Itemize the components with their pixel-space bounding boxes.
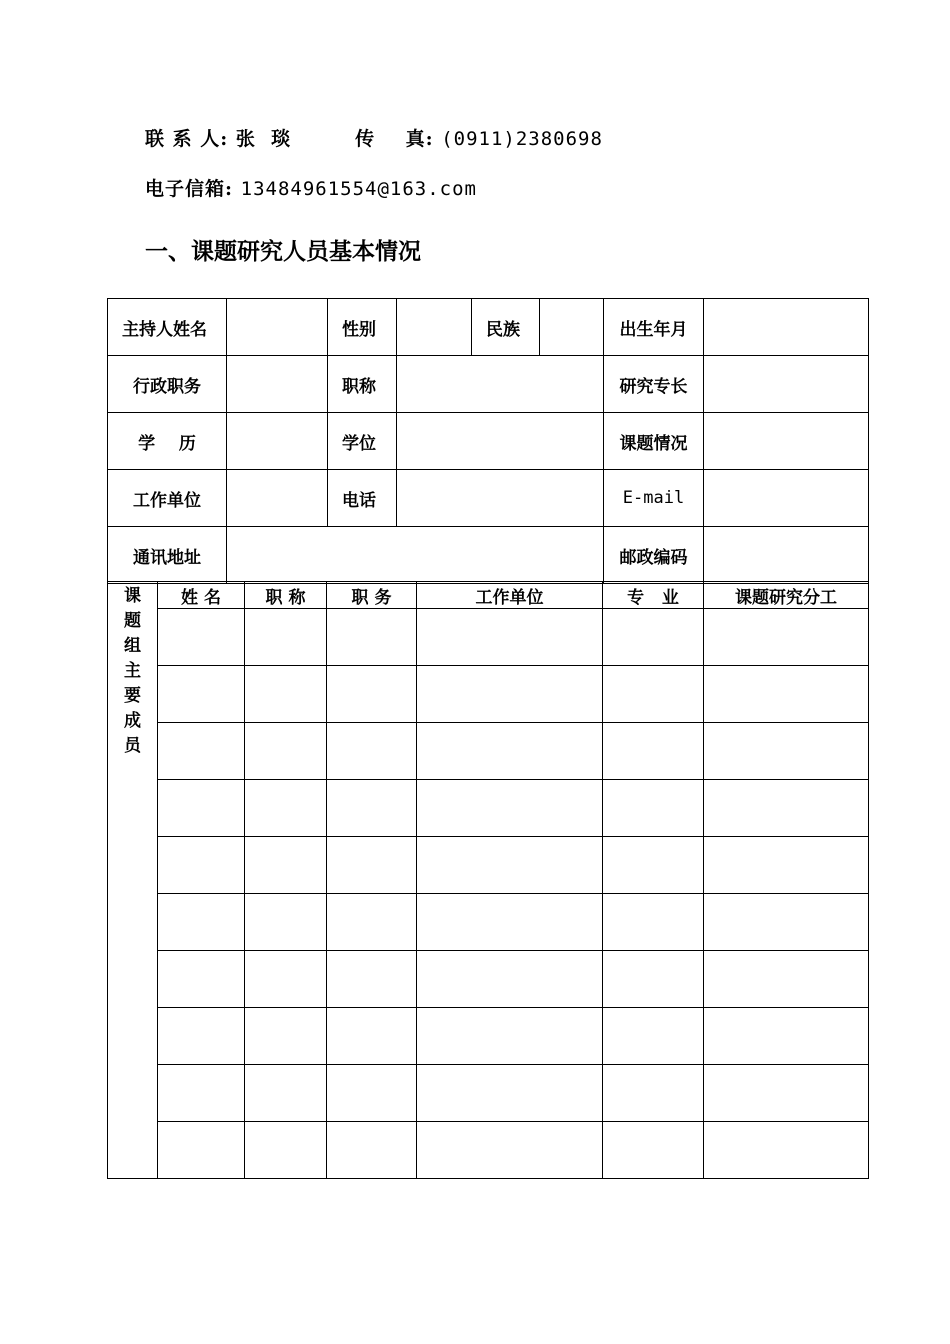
work-unit-label: 工作单位 [108,470,227,527]
info-row-5 [108,527,869,584]
member-row [108,609,869,666]
member-side-label-cell [108,582,158,1179]
member-major-cell[interactable] [603,666,704,723]
member-major-cell[interactable] [603,894,704,951]
member-unit-cell[interactable] [417,609,603,666]
contact-person-label: 联 系 人: [145,128,229,150]
member-post-cell[interactable] [327,723,417,780]
member-row [108,1065,869,1122]
admin-post-label: 行政职务 [108,356,227,413]
email-field-label: E-mail [604,470,704,527]
degree-field[interactable] [397,413,604,470]
email-value: 13484961554@163.com [240,178,477,200]
member-unit-cell[interactable] [417,1065,603,1122]
address-field[interactable] [227,527,604,584]
member-post-cell[interactable] [327,780,417,837]
member-row [108,780,869,837]
member-post-cell[interactable] [327,1065,417,1122]
degree-label: 学位 [328,413,397,470]
member-division-cell[interactable] [704,609,869,666]
basic-info-table [107,298,869,584]
member-header-post: 职 务 [327,582,417,609]
member-row [108,894,869,951]
member-name-cell[interactable] [158,837,245,894]
project-status-label: 课题情况 [604,413,704,470]
member-title-cell[interactable] [245,837,327,894]
member-name-cell[interactable] [158,951,245,1008]
member-title-cell[interactable] [245,1008,327,1065]
member-major-cell[interactable] [603,780,704,837]
member-row [108,666,869,723]
member-post-cell[interactable] [327,894,417,951]
member-division-cell[interactable] [704,666,869,723]
contact-person-line [145,124,603,151]
gender-field[interactable] [397,299,472,356]
member-unit-cell[interactable] [417,1122,603,1179]
title-label: 职称 [328,356,397,413]
member-header-major: 专 业 [603,582,704,609]
member-unit-cell[interactable] [417,837,603,894]
email-line [145,174,477,201]
member-row [108,723,869,780]
birth-field[interactable] [704,299,869,356]
fax-label: 传 真: [355,128,434,150]
email-label: 电子信箱: [145,178,234,200]
member-post-cell[interactable] [327,1008,417,1065]
member-row [108,951,869,1008]
member-division-cell[interactable] [704,951,869,1008]
member-major-cell[interactable] [603,837,704,894]
member-title-cell[interactable] [245,894,327,951]
ethnicity-field[interactable] [540,299,604,356]
section-title: 一、课题研究人员基本情况 [145,239,421,265]
member-name-cell[interactable] [158,1122,245,1179]
member-title-cell[interactable] [245,1122,327,1179]
member-post-cell[interactable] [327,951,417,1008]
member-unit-cell[interactable] [417,951,603,1008]
member-header-name: 姓 名 [158,582,245,609]
member-major-cell[interactable] [603,1122,704,1179]
member-name-cell[interactable] [158,609,245,666]
member-title-cell[interactable] [245,1065,327,1122]
member-major-cell[interactable] [603,723,704,780]
info-row-3 [108,413,869,470]
member-division-cell[interactable] [704,1122,869,1179]
member-name-cell[interactable] [158,666,245,723]
member-table [107,581,869,1179]
member-header-title: 职 称 [245,582,327,609]
member-unit-cell[interactable] [417,780,603,837]
phone-field[interactable] [397,470,604,527]
member-division-cell[interactable] [704,780,869,837]
title-field[interactable] [397,356,604,413]
member-name-cell[interactable] [158,1065,245,1122]
member-header-division: 课题研究分工 [704,582,869,609]
member-title-cell[interactable] [245,723,327,780]
member-major-cell[interactable] [603,1008,704,1065]
member-name-cell[interactable] [158,1008,245,1065]
member-major-cell[interactable] [603,609,704,666]
email-field[interactable] [704,470,869,527]
member-unit-cell[interactable] [417,666,603,723]
member-name-cell[interactable] [158,780,245,837]
admin-post-field[interactable] [227,356,328,413]
member-post-cell[interactable] [327,837,417,894]
host-name-field[interactable] [227,299,328,356]
member-unit-cell[interactable] [417,1008,603,1065]
project-status-field[interactable] [704,413,869,470]
birth-label: 出生年月 [604,299,704,356]
member-row [108,1122,869,1179]
member-major-cell[interactable] [603,951,704,1008]
postcode-field[interactable] [704,527,869,584]
info-row-1 [108,299,869,356]
member-division-cell[interactable] [704,837,869,894]
member-name-cell[interactable] [158,723,245,780]
address-label: 通讯地址 [108,527,227,584]
specialty-label: 研究专长 [604,356,704,413]
education-field[interactable] [227,413,328,470]
member-post-cell[interactable] [327,609,417,666]
member-header-row [108,582,869,609]
postcode-label: 邮政编码 [604,527,704,584]
gender-label: 性别 [328,299,397,356]
phone-label: 电话 [328,470,397,527]
member-name-cell[interactable] [158,894,245,951]
member-post-cell[interactable] [327,1122,417,1179]
work-unit-field[interactable] [227,470,328,527]
member-unit-cell[interactable] [417,894,603,951]
member-post-cell[interactable] [327,666,417,723]
member-major-cell[interactable] [603,1065,704,1122]
specialty-field[interactable] [704,356,869,413]
contact-person-value: 张 琰 [235,128,292,150]
member-row [108,1008,869,1065]
info-row-2 [108,356,869,413]
member-division-cell[interactable] [704,1008,869,1065]
member-title-cell[interactable] [245,951,327,1008]
fax-value: (0911)2380698 [441,128,603,150]
member-row [108,837,869,894]
member-title-cell[interactable] [245,609,327,666]
member-title-cell[interactable] [245,780,327,837]
education-label: 学 历 [108,413,227,470]
host-name-label: 主持人姓名 [108,299,227,356]
member-title-cell[interactable] [245,666,327,723]
member-side-label: 课题组主要成员 [124,586,141,756]
member-unit-cell[interactable] [417,723,603,780]
ethnicity-label: 民族 [472,299,540,356]
member-division-cell[interactable] [704,723,869,780]
info-row-4 [108,470,869,527]
member-division-cell[interactable] [704,1065,869,1122]
member-header-unit: 工作单位 [417,582,603,609]
member-division-cell[interactable] [704,894,869,951]
